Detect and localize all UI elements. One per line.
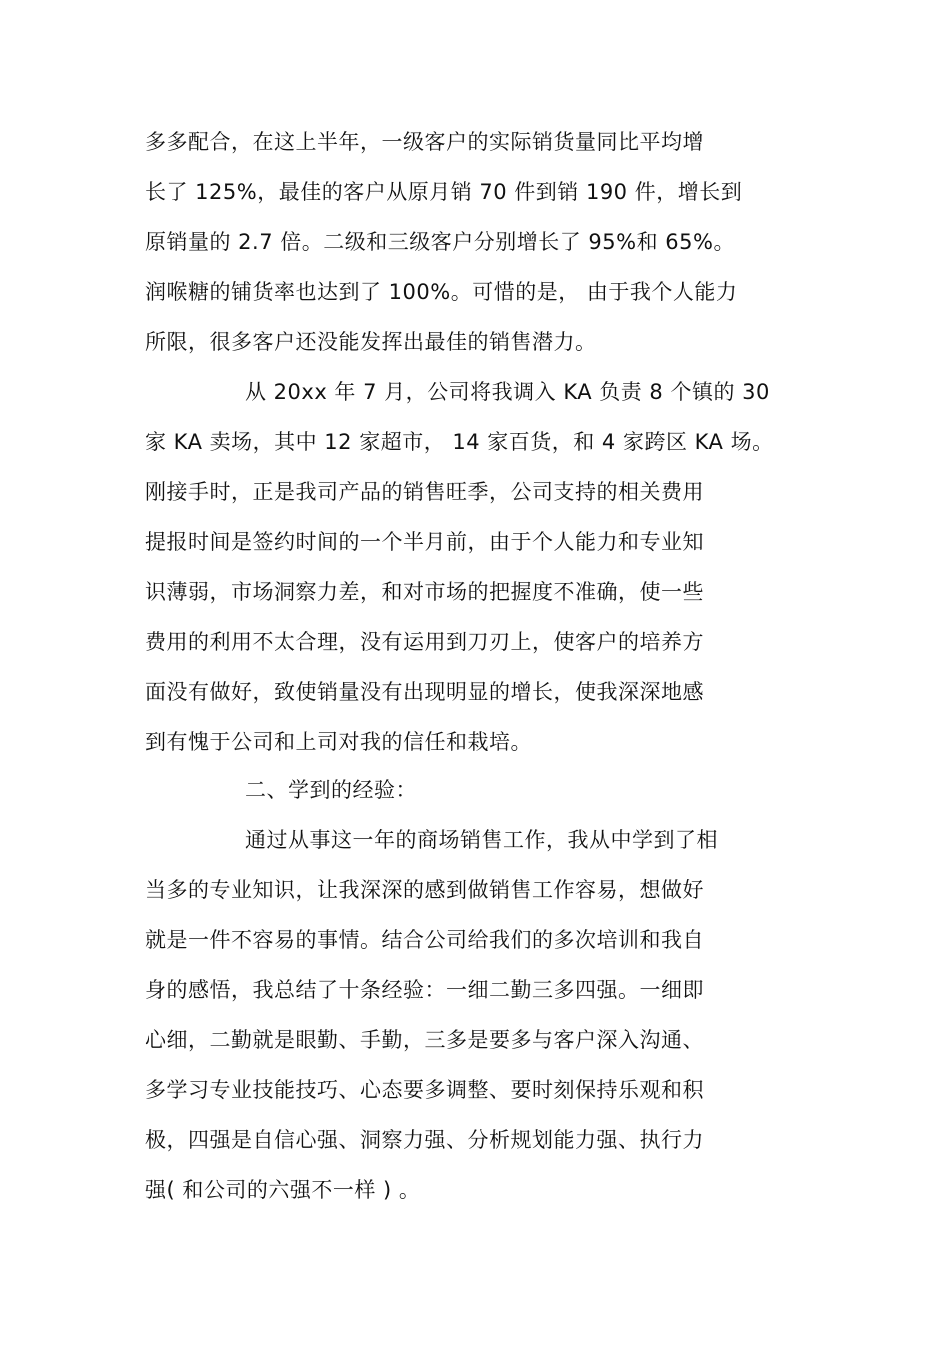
text-line: 润喉糖的铺货率也达到了 100%。可惜的是， 由于我个人能力 — [145, 280, 738, 304]
text-line: 就是一件不容易的事情。结合公司给我们的多次培训和我自 — [145, 928, 704, 952]
text-line: 多多配合，在这上半年，一级客户的实际销货量同比平均增 — [145, 130, 704, 154]
text-line: 到有愧于公司和上司对我的信任和栽培。 — [145, 730, 532, 754]
text-line: 面没有做好，致使销量没有出现明显的增长，使我深深地感 — [145, 680, 704, 704]
section-heading: 二、学到的经验： — [245, 778, 417, 802]
text-line: 所限，很多客户还没能发挥出最佳的销售潜力。 — [145, 330, 597, 354]
paragraph-first-line: 从 20xx 年 7 月，公司将我调入 KA 负责 8 个镇的 30 — [245, 380, 770, 404]
text-line: 多学习专业技能技巧、心态要多调整、要时刻保持乐观和积 — [145, 1078, 704, 1102]
text-line: 识薄弱，市场洞察力差，和对市场的把握度不准确，使一些 — [145, 580, 704, 604]
text-line: 刚接手时，正是我司产品的销售旺季，公司支持的相关费用 — [145, 480, 704, 504]
text-line: 身的感悟，我总结了十条经验：一细二勤三多四强。一细即 — [145, 978, 704, 1002]
text-line: 心细，二勤就是眼勤、手勤，三多是要多与客户深入沟通、 — [145, 1028, 704, 1052]
text-line: 家 KA 卖场，其中 12 家超市， 14 家百货，和 4 家跨区 KA 场。 — [145, 430, 774, 454]
text-line: 当多的专业知识，让我深深的感到做销售工作容易，想做好 — [145, 878, 704, 902]
text-line: 长了 125%，最佳的客户从原月销 70 件到销 190 件，增长到 — [145, 180, 743, 204]
text-line: 强( 和公司的六强不一样 ) 。 — [145, 1178, 421, 1202]
text-line: 费用的利用不太合理，没有运用到刀刃上，使客户的培养方 — [145, 630, 704, 654]
paragraph-first-line: 通过从事这一年的商场销售工作，我从中学到了相 — [245, 828, 718, 852]
text-line: 提报时间是签约时间的一个半月前，由于个人能力和专业知 — [145, 530, 704, 554]
text-line: 原销量的 2.7 倍。二级和三级客户分别增长了 95%和 65%。 — [145, 230, 735, 254]
text-line: 极，四强是自信心强、洞察力强、分析规划能力强、执行力 — [145, 1128, 704, 1152]
